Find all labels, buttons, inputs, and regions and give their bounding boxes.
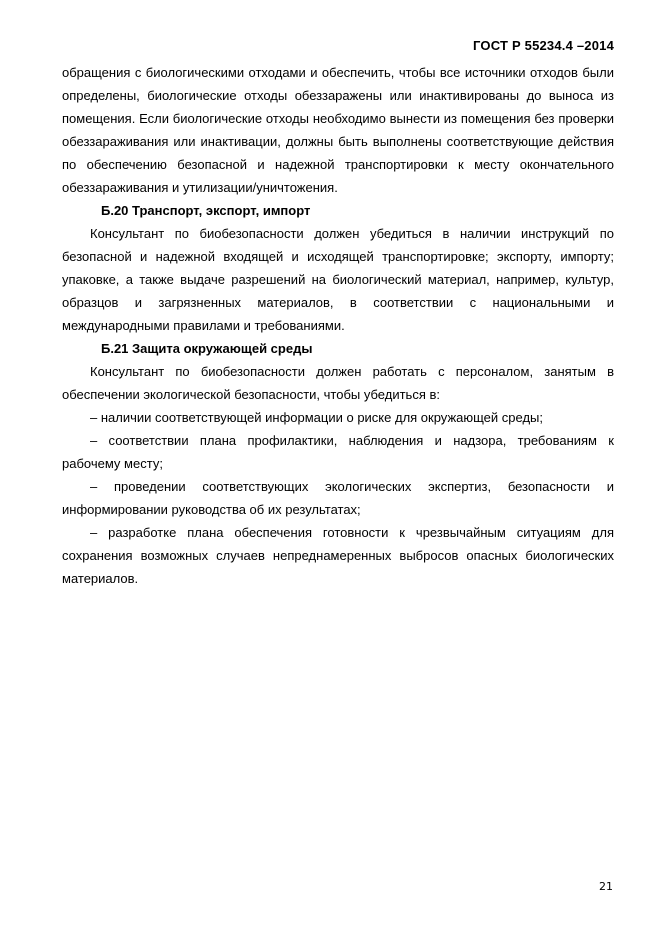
list-item: – соответствии плана профилактики, наблюдения и надзора, требованиям к рабочему месту; bbox=[62, 433, 614, 471]
intro-paragraph: обращения с биологическими отходами и обеспечить, чтобы все источники отходов были определены, биологические отходы обеззаражены или инактивированы до выноса из помещения. Если биологические отходы необходимо вынести из помещения без проверки обеззараживания или инактивации, должны быть выполнены соответствующие действия по обеспечению безопасной и надежной транспортировки к месту окончательного обеззараживания и утилизации/уничтожения. bbox=[62, 65, 614, 195]
section-b20-paragraph: Консультант по биобезопасности должен убедиться в наличии инструкций по безопасной и надежной входящей и исходящей транспортировке; экспорту, импорту; упаковке, а также выдаче разрешений на биологический материал, например, культур, образцов и загрязненных материалов, в соответствии с национальными и международными правилами и требованиями. bbox=[62, 226, 614, 333]
document-body bbox=[62, 61, 614, 590]
list-item: – наличии соответствующей информации о риске для окружающей среды; bbox=[90, 410, 543, 425]
page-number: 21 bbox=[599, 880, 613, 893]
section-heading-b21: Б.21 Защита окружающей среды bbox=[101, 341, 313, 356]
list-item: – проведении соответствующих экологических экспертиз, безопасности и информировании руководства об их результатах; bbox=[62, 479, 614, 517]
document-code-header: ГОСТ Р 55234.4 –2014 bbox=[473, 38, 614, 53]
section-heading-b20: Б.20 Транспорт, экспорт, импорт bbox=[101, 203, 311, 218]
section-b21-paragraph: Консультант по биобезопасности должен работать с персоналом, занятым в обеспечении экологической безопасности, чтобы убедиться в: bbox=[62, 364, 614, 402]
list-item: – разработке плана обеспечения готовности к чрезвычайным ситуациям для сохранения возможных случаев непреднамеренных выбросов опасных биологических материалов. bbox=[62, 525, 614, 586]
